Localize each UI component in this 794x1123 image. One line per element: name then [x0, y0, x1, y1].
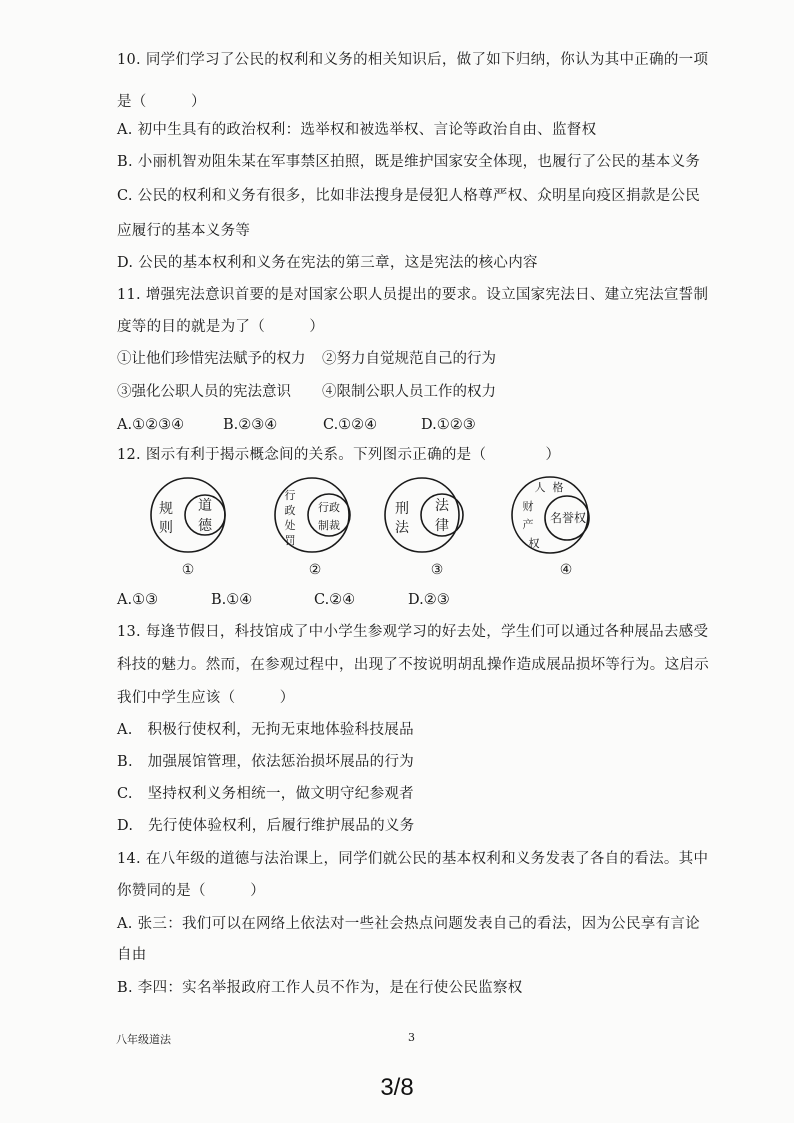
q11-stem-line1: 11. 增强宪法意识首要的是对国家公职人员提出的要求。设立国家宪法日、建立宪法宣誓制 [117, 287, 709, 303]
q14-option-b: B. 李四：实名举报政府工作人员不作为，是在行使公民监察权 [117, 980, 523, 996]
d2-number: ② [308, 562, 322, 578]
d4-outer-label-d: 产 [522, 518, 534, 531]
q13-option-b: B. 加强展馆管理，依法惩治损坏展品的行为 [117, 754, 415, 770]
d3-number: ③ [430, 562, 444, 578]
d4-outer-label-e: 权 [528, 537, 540, 550]
q11-stem-line2: 度等的目的就是为了（ ） [117, 319, 325, 335]
q11-options [117, 415, 476, 435]
d2-outer-label-a: 行 [284, 489, 296, 502]
d3-outer-label-b: 法 [395, 520, 409, 536]
q12-options [117, 590, 450, 610]
q11-option-c: C.①②④ [323, 417, 378, 433]
footer-page-number: 3 [408, 1031, 415, 1044]
q13-stem-line3: 我们中学生应该（ ） [117, 690, 295, 706]
q10-stem-line1: 10. 同学们学习了公民的权利和义务的相关知识后，做了如下归纳，你认为其中正确的一项 [117, 52, 709, 68]
q13-option-c: C. 坚持权利义务相统一，做文明守纪参观者 [117, 786, 414, 802]
d4-outer-label-b: 格 [552, 481, 564, 494]
q14-option-a-line1: A. 张三：我们可以在网络上依法对一些社会热点问题发表自己的看法，因为公民享有言论 [117, 916, 700, 932]
d4-inner-label: 名誉权 [549, 511, 587, 525]
q14-option-a-line2: 自由 [117, 947, 147, 963]
d2-outer-label-c: 处 [284, 519, 296, 532]
q11-item-3: ③强化公职人员的宪法意识 [117, 384, 291, 400]
q10-stem-line2: 是（ ） [117, 94, 206, 110]
q11-items-row1 [117, 349, 496, 369]
d1-inner-label-b: 德 [198, 518, 212, 534]
d3-inner-label-a: 法 [435, 498, 449, 514]
q12-diagram-4 [512, 477, 589, 578]
d4-outer-label-a: 人 [534, 481, 546, 494]
q14-stem-line1: 14. 在八年级的道德与法治课上，同学们就公民的基本权利和义务发表了各自的看法。其中 [117, 851, 709, 867]
q12-diagram-3 [385, 478, 463, 578]
q12-diagram-2 [275, 478, 350, 578]
q12-option-a: A.①③ [117, 592, 159, 608]
d2-outer-label-d: 罚 [284, 534, 296, 547]
q12-diagram-1 [151, 478, 225, 578]
q11-option-d: D.①②③ [421, 417, 476, 433]
q11-item-1: ①让他们珍惜宪法赋予的权力 [117, 351, 306, 367]
q11-option-a: A.①②③④ [117, 417, 185, 433]
q14-stem-line2: 你赞同的是（ ） [117, 883, 265, 899]
q10-option-c-line1: C. 公民的权利和义务有很多，比如非法搜身是侵犯人格尊严权、众明星向疫区捐款是公民 [117, 188, 701, 204]
q11-option-b: B.②③④ [223, 417, 278, 433]
q10-option-b: B. 小丽机智劝阻朱某在军事禁区拍照，既是维护国家安全体现，也履行了公民的基本义务 [117, 154, 701, 170]
q12-stem: 12. 图示有利于揭示概念间的关系。下列图示正确的是（ ） [117, 447, 561, 463]
page-indicator: 3/8 [380, 1074, 414, 1101]
q11-item-4: ④限制公职人员工作的权力 [322, 384, 496, 400]
q13-option-a: A. 积极行使权利，无拘无束地体验科技展品 [117, 722, 414, 738]
d4-number: ④ [559, 562, 573, 578]
d1-inner-label-a: 道 [198, 498, 212, 514]
q10-option-c-line2: 应履行的基本义务等 [117, 223, 251, 239]
q11-items-row2 [117, 382, 496, 402]
q13-stem-line2: 科技的魅力。然而，在参观过程中，出现了不按说明胡乱操作造成展品损坏等行为。这启示 [117, 657, 709, 673]
footer-subject: 八年级道法 [116, 1033, 171, 1046]
q11-item-2: ②努力自觉规范自己的行为 [322, 351, 496, 367]
d2-inner-label-b: 制裁 [318, 519, 340, 532]
q12-diagrams [0, 470, 794, 580]
q10-option-d: D. 公民的基本权利和义务在宪法的第三章，这是宪法的核心内容 [117, 255, 538, 271]
d2-outer-label-b: 政 [284, 504, 296, 517]
d4-outer-label-c: 财 [522, 500, 534, 513]
d2-inner-label-a: 行政 [318, 501, 340, 514]
q10-option-a: A. 初中生具有的政治权利：选举权和被选举权、言论等政治自由、监督权 [117, 122, 597, 138]
d1-number: ① [181, 562, 195, 578]
q12-option-d: D.②③ [408, 592, 450, 608]
d3-inner-label-b: 律 [435, 518, 449, 534]
d1-outer-label-a: 规 [159, 501, 173, 517]
d1-outer-label-b: 则 [159, 520, 173, 536]
d3-outer-label-a: 刑 [395, 501, 409, 517]
q12-option-c: C.②④ [314, 592, 356, 608]
q13-stem-line1: 13. 每逢节假日，科技馆成了中小学生参观学习的好去处，学生们可以通过各种展品去感受 [117, 624, 709, 640]
q13-option-d: D. 先行使体验权利，后履行维护展品的义务 [117, 818, 415, 834]
q12-option-b: B.①④ [211, 592, 253, 608]
